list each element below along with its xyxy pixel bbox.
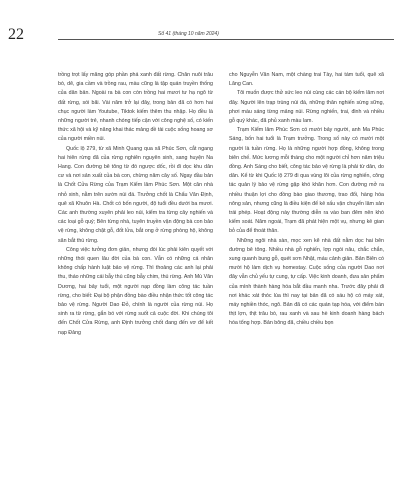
paragraph: Những ngôi nhà sàn, mọc xen kẽ nhà đất nằm dọc hai bên đường bê tông. Nhiều nhà gỗ nghiến, lợp ngói nâu, chắc chắn, xung quanh bung gỗ, quét sơn Nhật, máu cảnh giản. Bản Biên có mười hộ làm dịch vụ homestay. Cuộc sống của người Dao nơi đây vẫn chủ yếu tự cung, tự cấp. Việc kinh doanh, đưa sản phẩm của mình thành hàng hóa bắt đầu manh nha. Trước đây phải đi nơi khác xát thóc lúa thì nay tại bản đã có sáu hộ có máy xát, máy nghiền thóc, ngô. Bản đã có các quán tạp hóa, với điểm bán thịt lợn, thịt trâu bò, rau xanh và sau hè kinh doanh hàng bách hóa tổng hợp. Bản bông đã, chiều chiều bọn: [229, 237, 384, 327]
paragraph: trồng trọt lấy măng góp phần phá xanh đất rừng. Chăn nuôi trâu bò, dê, gia cầm và trồng rau, màu cũng là tập quán truyền thống của dân bản. Ngoài ra bà con còn trồng hai mươi tư hạ ngô từ đất rừng, sói bãi. Vài năm trở lại đây, trong bản đã có hơn hai chục người làm Youtube, Tiktok kiếm thêm thu nhập. Họ đều là những người trẻ, nhanh chóng tiếp cận với công nghệ số, có kiến thức xã hội và kỹ năng khai thác mảng đề tài cuộc sống hoang sơ của người miền núi.: [58, 72, 213, 143]
paragraph: Trạm Kiểm lâm Phúc Sơn có mười bảy người, anh Ma Phúc Sáng, bốn hai tuổi là Trạm trưởng. Trong số này có mười một người là tuần rừng. Họ là những người hợp đồng, không trong biên chế. Mức lương mỗi tháng cho một người chỉ hơn năm triệu đồng. Anh Sáng cho biết, công tác bảo vệ rừng là phải từ dân, do dân. Kể từ khi Quốc lộ 279 đi qua vùng lõi của rừng nghiến, công tác quản lý bảo vệ rừng gặp khó khăn hơn. Con đường mở ra nhiều thuận lợi cho đồng bào giao thương, trao đổi, hàng hóa nông sản, nhưng cũng là điều kiện để kẻ xấu vận chuyển lâm sản trái phép. Hoạt động này thường diễn ra vào ban đêm nên khó kiểm soát. Năm ngoái, Trạm đã phát hiện một vụ, nhưng kẻ gian bỏ của để thoát thân.: [229, 127, 384, 235]
right-column: [229, 71, 384, 329]
paragraph: cho Nguyễn Văn Nam, một chàng trai Tày, hai tám tuổi, quê xã Lăng Can.: [229, 72, 384, 88]
page-number: 22: [8, 26, 24, 43]
paragraph: Công việc tưởng đơn giản, nhưng đòi lúc phải kiên quyết với những thói quen lâu đời của bà con. Vẫn có những cá nhân không chấp hành luật bảo vệ rừng. Thì thoảng các anh lại phải thu, tháo những cái bẫy thú cũng bẫy chim, thú rừng. Anh Mù Văn Dương, hai bảy tuổi, một người nạp đồng làm công tác tuần rừng, cho biết: Đại bộ phận đồng bào điều nhận thức tốt công tác bảo vệ rừng. Người Dao Đỏ, chính là người của rừng núi. Họ sinh ra từ rừng, gắn bó với rừng suốt cả cuộc đời. Khi chúng tôi đến Chốt Cửa Rừng, anh Định trưởng chốt đang đến vơ để kết nạp Đảng: [58, 246, 213, 336]
paragraph: Quốc lộ 279, từ xã Minh Quang qua xã Phúc Sơn, cắt ngang hai hiên rừng đã của rừng nghiên nguyên sinh, sang huyện Na Hang. Con đường bê tông từ đó ngược dốc, rồi đi dọc khu dân cư và nơi sản xuất của bà con, chừng năm cây số. Ngay đầu bản là Chốt Cửa Rừng của Trạm Kiểm lâm Phúc Sơn. Một căn nhà nhỏ xinh, nằm trên sườn núi đá. Trưởng chốt là Chẩu Văn Định, quê xã Khuôn Hà. Chốt có bốn người, độ tuổi đều dưới ba mươi. Các anh thường xuyên phải leo núi, kiểm tra từng cây nghiến và các loại gỗ quý; Bên từng nhà, tuyên truyền vận động bà con bảo vệ rừng, không chặt gỗ, đốt lửa, bắt ong ở rừng phòng hộ, không săn bắt thú rừng.: [58, 145, 213, 244]
left-column: [58, 71, 213, 338]
paragraph: Tôi muốn được thử sức leo núi cùng các cán bộ kiểm lâm nơi đây. Người lên trạp trùng núi đá, những thân nghiến sừng sững, phơi màu sáng từng mảng núi. Rừng nghiến, trai, đinh và nhiều gỗ quý khác, đã phủ xanh màu lam.: [229, 90, 384, 125]
header-rule: [58, 39, 394, 40]
issue-info: Số 41 (tháng 10 năm 2024): [158, 31, 219, 37]
